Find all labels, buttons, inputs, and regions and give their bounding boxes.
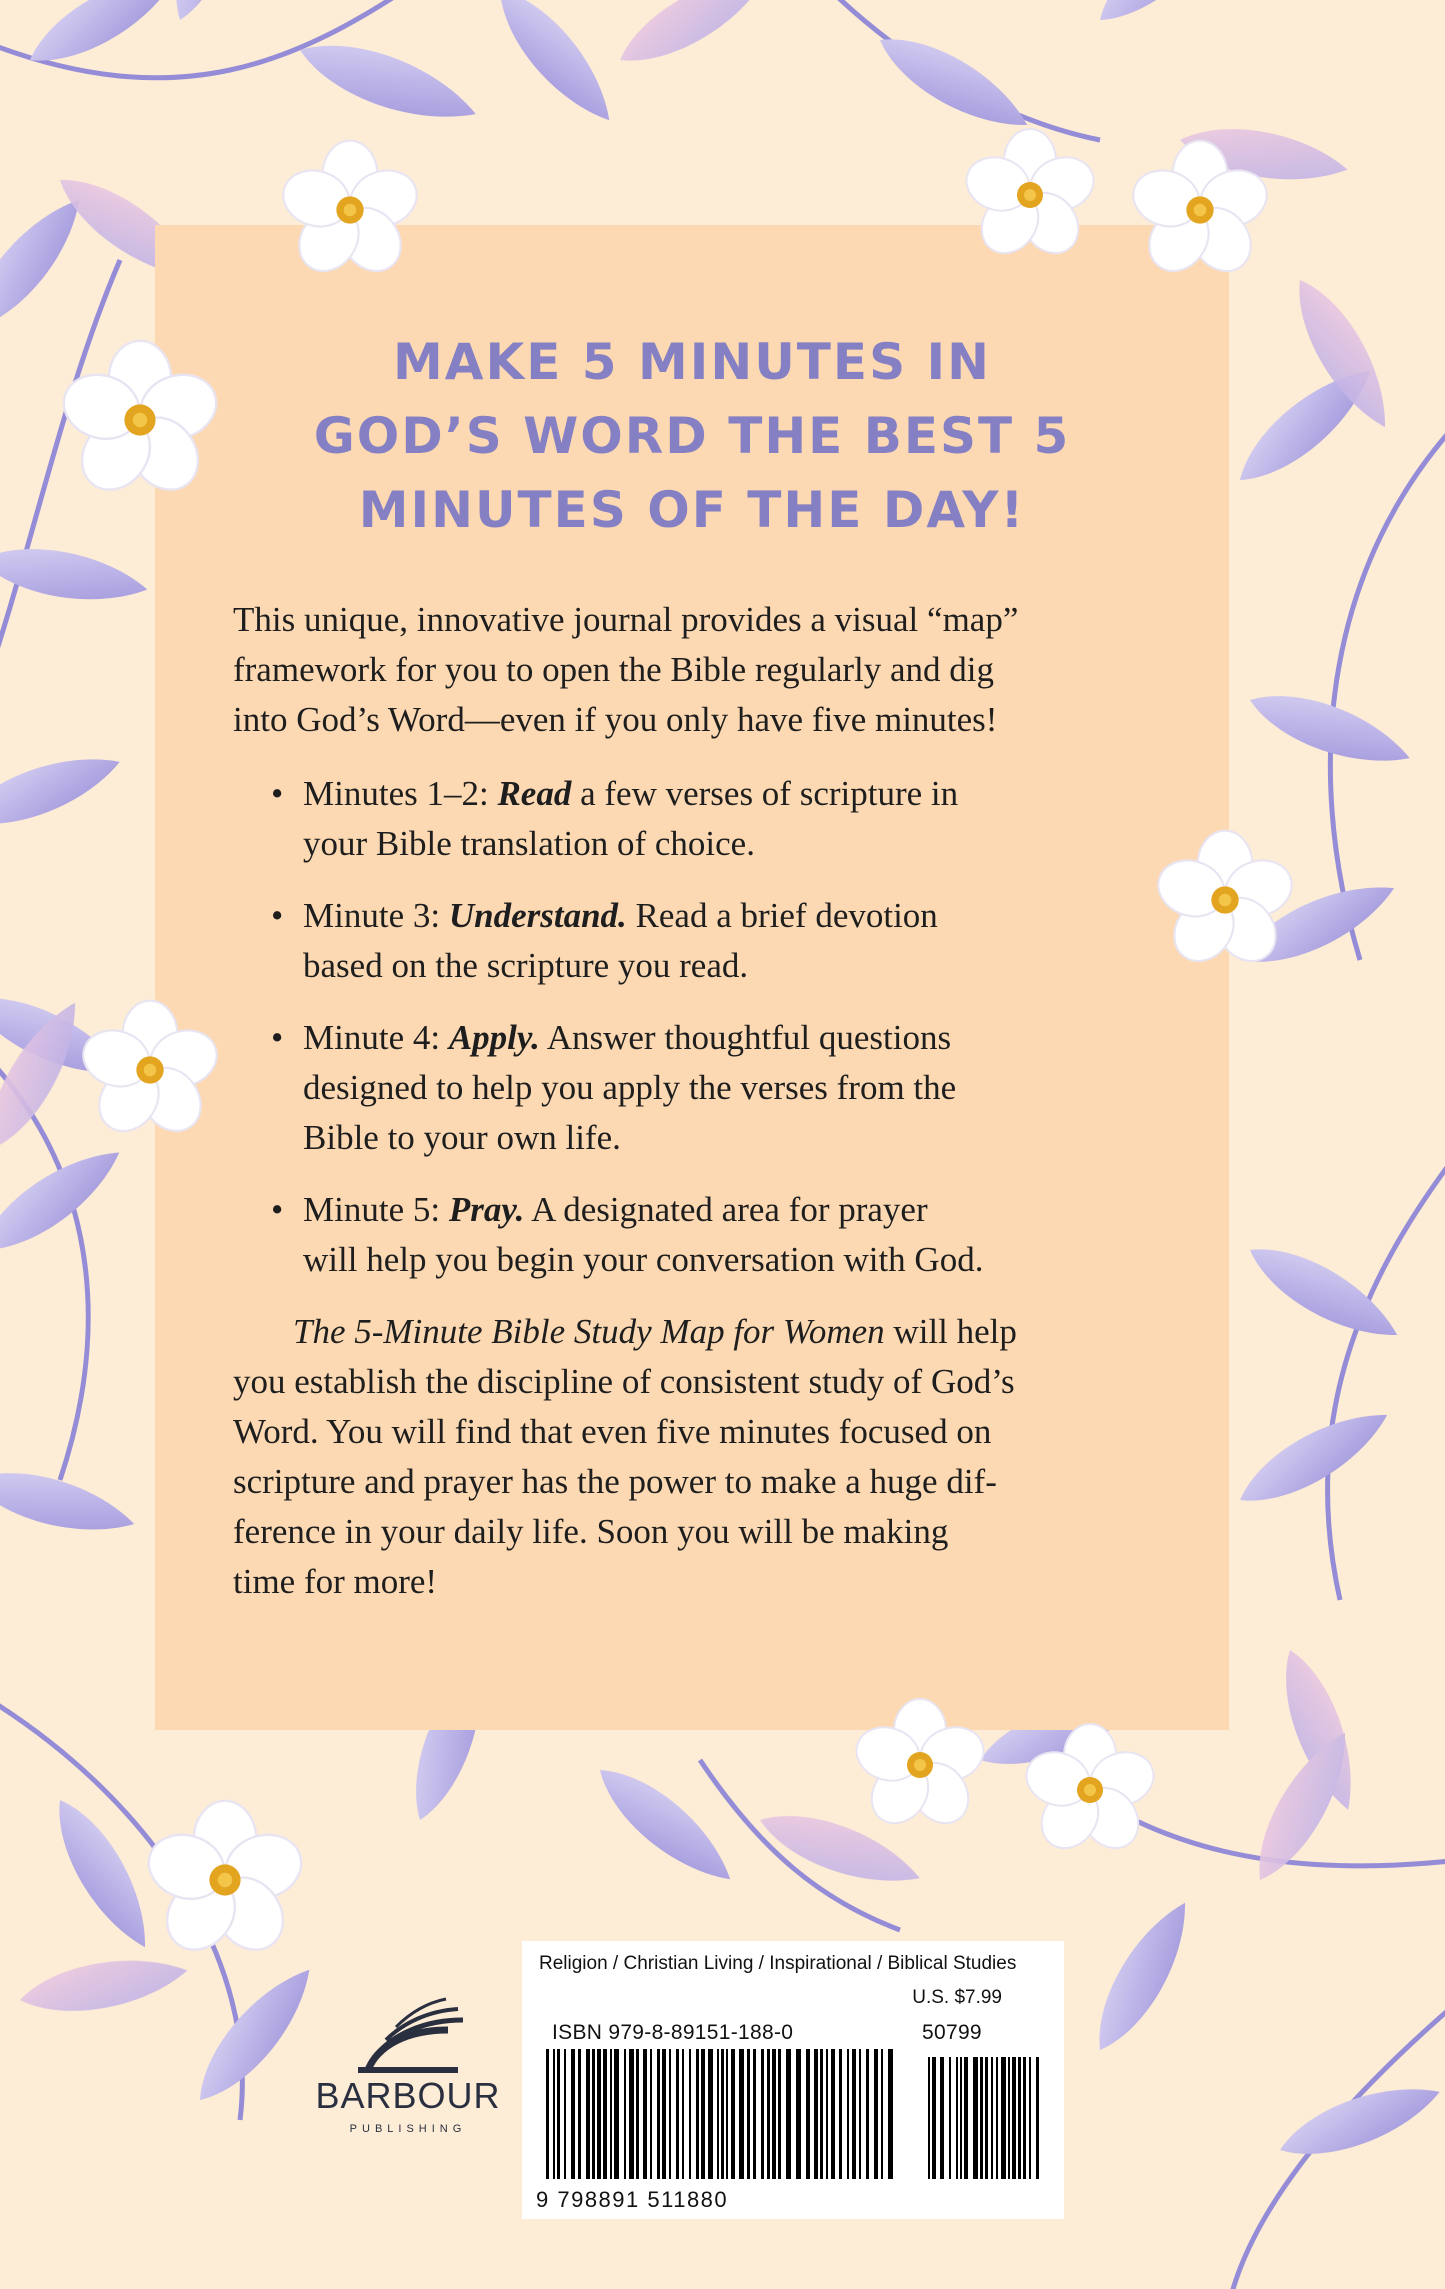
barcode-bar <box>940 2057 944 2179</box>
barcode-bar <box>643 2049 647 2179</box>
minutes-list <box>233 769 1151 1285</box>
barcode-bar <box>761 2049 764 2179</box>
bullet-icon: • <box>271 896 284 935</box>
barcode-bar <box>592 2049 595 2179</box>
barcode-box <box>522 1941 1064 2219</box>
barcode-bar <box>721 2049 724 2179</box>
headline-line: MINUTES OF THE DAY! <box>358 481 1026 539</box>
closing-text: will help <box>884 1312 1017 1351</box>
barcode-bar <box>650 2049 652 2179</box>
publisher-logo <box>298 1975 518 2160</box>
barcode-bar <box>557 2049 560 2179</box>
barcode-bar <box>852 2049 856 2179</box>
barcode-bar <box>964 2057 968 2179</box>
barcode-bar <box>1036 2057 1039 2179</box>
barcode-bar <box>1008 2057 1010 2179</box>
barcode-bar <box>571 2049 575 2179</box>
list-item <box>233 1013 1151 1163</box>
barcode-bar <box>629 2049 634 2179</box>
barcode-bar <box>696 2049 699 2179</box>
intro-line: framework for you to open the Bible regularly and dig <box>233 650 995 689</box>
item-keyword: Pray. <box>448 1190 525 1229</box>
barcode-bar <box>932 2057 936 2179</box>
barcode-bar <box>949 2057 951 2179</box>
barcode-bar <box>847 2049 849 2179</box>
intro-paragraph <box>233 595 1151 745</box>
item-keyword: Understand. <box>448 896 627 935</box>
barcode-icon <box>536 2049 1056 2187</box>
barcode-bar <box>747 2049 750 2179</box>
list-item <box>233 891 1151 991</box>
closing-line: scripture and prayer has the power to make a huge dif- <box>233 1462 997 1501</box>
headline-line: MAKE 5 MINUTES IN <box>393 333 991 391</box>
barcode-bar <box>874 2049 878 2179</box>
barcode-bar <box>726 2049 728 2179</box>
price-text: U.S. $7.99 <box>912 1987 1002 2008</box>
barcode-bar <box>682 2049 684 2179</box>
barcode-bar <box>636 2049 639 2179</box>
barcode-bar <box>657 2049 660 2179</box>
barcode-bar <box>786 2049 791 2179</box>
barcode-bar <box>624 2049 626 2179</box>
description-panel <box>155 225 1229 1730</box>
barcode-bar <box>701 2049 705 2179</box>
barcode-bar <box>820 2049 823 2179</box>
barcode-bar <box>1029 2057 1031 2179</box>
barcode-bar <box>826 2049 828 2179</box>
barcode-bar <box>669 2049 671 2179</box>
barcode-bar <box>689 2049 691 2179</box>
closing-line: ference in your daily life. Soon you will be making <box>233 1512 949 1551</box>
publisher-name: BARBOUR <box>315 2075 501 2116</box>
closing-line: you establish the discipline of consistent study of God’s <box>233 1362 1015 1401</box>
barcode-bar <box>831 2049 835 2179</box>
publisher-subtitle: PUBLISHING <box>349 2123 467 2135</box>
addon-code-text: 50799 <box>922 2021 982 2044</box>
barcode-bar <box>708 2049 713 2179</box>
item-keyword: Apply. <box>448 1018 540 1057</box>
barcode-bar <box>610 2049 612 2179</box>
item-text: Answer thoughtful questions <box>539 1018 952 1057</box>
barcode-bar <box>772 2049 776 2179</box>
item-text: Bible to your own life. <box>303 1118 621 1157</box>
closing-paragraph <box>233 1307 1151 1607</box>
barcode-bar <box>778 2049 781 2179</box>
barcode-bar <box>956 2057 958 2179</box>
barcode-bar <box>753 2049 756 2179</box>
closing-line: time for more! <box>233 1562 438 1601</box>
barcode-bar <box>839 2049 842 2179</box>
item-prefix: Minute 4: <box>303 1018 449 1057</box>
item-text: A designated area for prayer <box>524 1190 928 1229</box>
intro-line: into God’s Word—even if you only have five minutes! <box>233 700 998 739</box>
item-text: will help you begin your conversation with God. <box>303 1240 984 1279</box>
barcode-bar <box>806 2049 810 2179</box>
barcode-bar <box>1012 2057 1016 2179</box>
item-prefix: Minute 5: <box>303 1190 449 1229</box>
barcode-bar <box>973 2057 978 2179</box>
barcode-bar <box>996 2057 998 2179</box>
barcode-bar <box>767 2049 770 2179</box>
item-keyword: Read <box>497 774 572 813</box>
item-prefix: Minutes 1–2: <box>303 774 498 813</box>
barcode-bar <box>614 2049 619 2179</box>
barcode-bar <box>603 2049 607 2179</box>
barcode-bar <box>985 2057 988 2179</box>
barcode-bar <box>564 2049 566 2179</box>
bullet-icon: • <box>271 1190 284 1229</box>
barcode-bar <box>546 2049 549 2179</box>
barcode-bar <box>731 2049 735 2179</box>
barcode-bar <box>814 2049 818 2179</box>
barcode-bar <box>859 2049 861 2179</box>
list-item <box>233 769 1151 869</box>
item-prefix: Minute 3: <box>303 896 449 935</box>
barcode-bar <box>1001 2057 1006 2179</box>
barcode-bar <box>578 2049 581 2179</box>
barcode-bar <box>1018 2057 1021 2179</box>
barcode-bar <box>888 2049 893 2179</box>
headline <box>233 325 1151 547</box>
barcode-bar <box>662 2049 666 2179</box>
book-title: The 5-Minute Bible Study Map for Women <box>293 1312 885 1351</box>
item-text: based on the scripture you read. <box>303 946 749 985</box>
barcode-bar <box>676 2049 679 2179</box>
headline-line: GOD’S WORD THE BEST 5 <box>313 407 1071 465</box>
item-text: designed to help you apply the verses from the <box>303 1068 957 1107</box>
list-item <box>233 1185 1151 1285</box>
intro-line: This unique, innovative journal provides a visual “map” <box>233 600 1019 639</box>
bullet-icon: • <box>271 1018 284 1057</box>
bullet-icon: • <box>271 774 284 813</box>
barcode-bar <box>928 2057 930 2179</box>
barcode-digits: 9 798891 511880 <box>536 2187 729 2212</box>
barcode-bar <box>553 2049 555 2179</box>
book-logo-icon <box>298 1975 518 2075</box>
barcode-bar <box>991 2057 993 2179</box>
closing-line: Word. You will find that even five minutes focused on <box>233 1412 992 1451</box>
barcode-bar <box>586 2049 590 2179</box>
barcode-bar <box>717 2049 719 2179</box>
barcode-bar <box>597 2049 601 2179</box>
isbn-text: ISBN 979-8-89151-188-0 <box>552 2021 794 2044</box>
item-text: Read a brief devotion <box>626 896 938 935</box>
barcode-bar <box>866 2049 869 2179</box>
barcode-bar <box>796 2049 801 2179</box>
item-text: a few verses of scripture in <box>571 774 959 813</box>
barcode-bar <box>980 2057 983 2179</box>
category-text: Religion / Christian Living / Inspirational / Biblical Studies <box>539 1953 1017 1974</box>
barcode-bar <box>960 2057 962 2179</box>
barcode-bar <box>739 2049 744 2179</box>
barcode-bar <box>1023 2057 1026 2179</box>
item-text: your Bible translation of choice. <box>303 824 755 863</box>
barcode-bar <box>881 2049 883 2179</box>
